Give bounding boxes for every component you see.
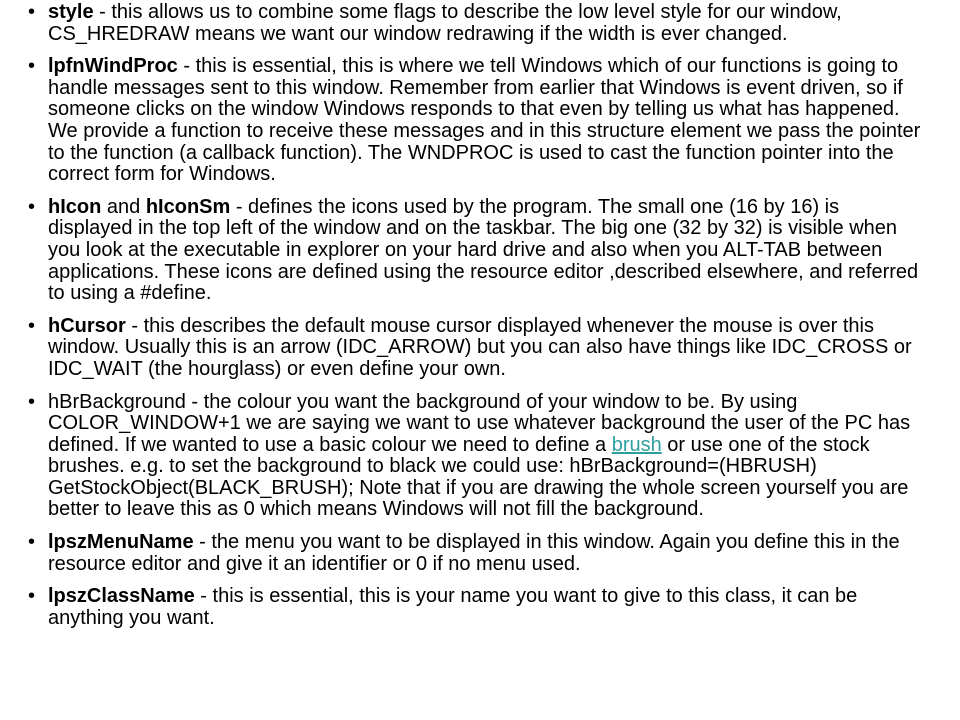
term-lpszmenuname: lpszMenuName [48, 531, 194, 554]
bullet-icon: • [28, 314, 36, 337]
description-text: - the menu you want to be displayed in this window. Again you define this in the resource editor and give it an identifier or 0 if no menu used. [48, 531, 900, 575]
bullet-item-lpszclassname [28, 586, 924, 629]
bullet-item-hicon [28, 197, 924, 305]
bullet-item-style [28, 2, 924, 45]
description-text: - this allows us to combine some flags to describe the low level style for our window, CS_HREDRAW means we want our window redrawing if the width is ever changed. [48, 1, 842, 45]
bullet-item-hbrbackground [28, 392, 924, 522]
description-text: - this describes the default mouse cursor displayed whenever the mouse is over this window. Usually this is an arrow (IDC_ARROW) but you can also have things like IDC_CROSS or IDC_WAIT (the hourglass) or even define your own. [48, 314, 912, 380]
description-text: - this is essential, this is your name you want to give to this class, it can be anything you want. [48, 585, 858, 629]
bullet-item-hcursor [28, 316, 924, 381]
bullet-icon: • [28, 390, 36, 413]
bullet-item-lpszmenuname [28, 532, 924, 575]
description-text: and [101, 195, 146, 218]
term-style: style [48, 1, 94, 23]
bullet-item-lpfnwndproc [28, 56, 924, 186]
brush-link[interactable]: brush [611, 433, 662, 456]
bullet-icon: • [28, 195, 36, 218]
description-text: hBrBackground - the colour you want the background of your window to be. By using COLOR_WINDOW+1 we are saying we want to use whatever background the user of the PC has defined. If we wanted to use a basic colour we need to define a [48, 390, 911, 456]
term-hiconsm: hIconSm [145, 195, 231, 218]
bullet-icon: • [28, 1, 36, 23]
term-lpfnwndproc: lpfnWindProc [48, 55, 178, 78]
bullet-list [28, 2, 924, 629]
bullet-icon: • [28, 55, 36, 78]
term-hicon: hIcon [48, 195, 102, 218]
bullet-icon: • [28, 531, 36, 554]
bullet-icon: • [28, 585, 36, 608]
term-hcursor: hCursor [48, 314, 126, 337]
description-text: or use one of the stock brushes. e.g. to set the background to black we could use: hBrBackground=(HBRUSH) GetStockObject(BLACK_BRUSH); Note that if you are drawing the whole screen yourself you are better to leave this as 0 which means Windows will not fill the background. [48, 433, 909, 521]
description-text: - defines the icons used by the program. The small one (16 by 16) is displayed in the top left of the window and on the taskbar. The big one (32 by 32) is visible when you look at the executable in explorer on your hard drive and also when you ALT-TAB between applications. These icons are defined using the resource editor ,described elsewhere, and referred to using a #define. [48, 195, 919, 305]
term-lpszclassname: lpszClassName [48, 585, 195, 608]
description-text: - this is essential, this is where we tell Windows which of our functions is going to handle messages sent to this window. Remember from earlier that Windows is event driven, so if someone clicks on the window Windows responds to that even by telling us what has happened. We provide a function to receive these messages and in this structure element we pass the pointer to the function (a callback function). The WNDPROC is used to cast the function pointer into the correct form for Windows. [48, 55, 921, 186]
